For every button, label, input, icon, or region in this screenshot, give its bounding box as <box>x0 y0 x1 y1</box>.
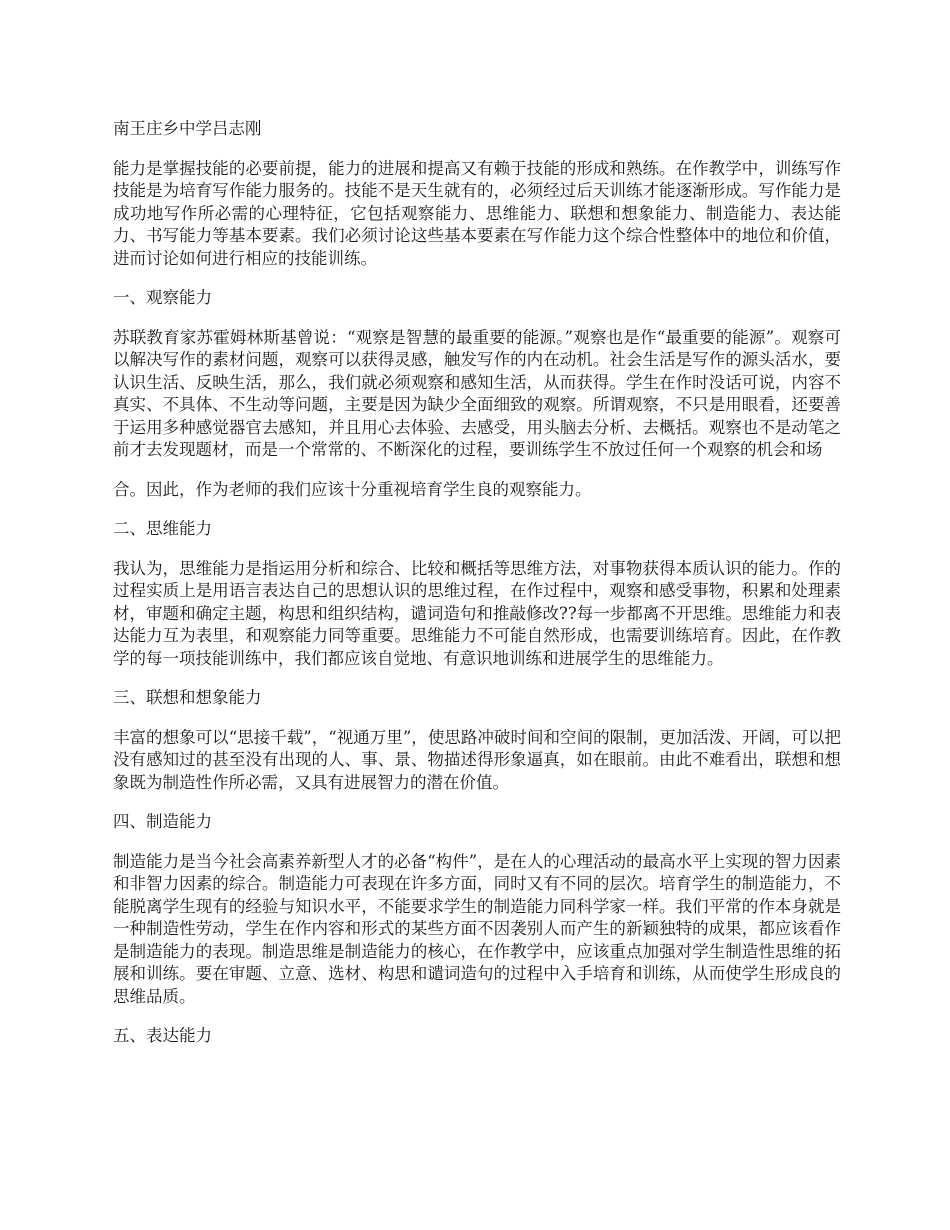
imagination-paragraph: 丰富的想象可以“思接千载”，“视通万里”，使思路冲破时间和空间的限制，更加活泼、开阔，可以把没有感知过的甚至没有出现的人、事、景、物描述得形象逼真，如在眼前。由此不难看出，联想和想象既为制造性作所必需，又具有进展智力的潜在价值。 <box>113 727 841 792</box>
section-heading-thinking: 二、思维能力 <box>113 519 212 538</box>
section-heading-expression: 五、表达能力 <box>113 1026 212 1045</box>
author-line: 南王庄乡中学吕志刚 <box>113 119 262 138</box>
observation-paragraph-2: 合。因此，作为老师的我们应该十分重视培育学生良的观察能力。 <box>113 479 592 499</box>
section-heading-observation: 一、观察能力 <box>113 288 212 307</box>
observation-paragraph-1: 苏联教育家苏霍姆林斯基曾说：“观察是智慧的最重要的能源。”观察也是作“最重要的能源”。观察可以解决写作的素材问题，观察可以获得灵感，触发写作的内在动机。社会生活是写作的源头活水，要认识生活、反映生活，那么，我们就必须观察和感知生活，从而获得。学生在作时没话可说，内容不真实、不具体、不生动等问题，主要是因为缺少全面细致的观察。所谓观察，不只是用眼看，还要善于运用多种感觉器官去感知，并且用心去体验、去感受，用头脑去分析、去概括。观察也不是动笔之前才去发现题材，而是一个常常的、不断深化的过程，要训练学生不放过任何一个观察的机会和场 <box>113 327 841 459</box>
section-heading-creativity: 四、制造能力 <box>113 812 212 831</box>
creativity-paragraph: 制造能力是当今社会高素养新型人才的必备“构件”，是在人的心理活动的最高水平上实现的智力因素和非智力因素的综合。制造能力可表现在许多方面，同时又有不同的层次。培育学生的制造能力，不能脱离学生现有的经验与知识水平，不能要求学生的制造能力同科学家一样。我们平常的作本身就是一种制造性劳动，学生在作内容和形式的某些方面不因袭别人而产生的新颖独特的成果，都应该看作是制造能力的表现。制造思维是制造能力的核心，在作教学中，应该重点加强对学生制造性思维的拓展和训练。要在审题、立意、选材、构思和谴词造句的过程中入手培育和训练，从而使学生形成良的思维品质。 <box>113 851 841 1006</box>
section-heading-imagination: 三、联想和想象能力 <box>113 688 262 707</box>
document-page <box>113 118 841 1065</box>
thinking-paragraph: 我认为，思维能力是指运用分析和综合、比较和概括等思维方法，对事物获得本质认识的能力。作的过程实质上是用语言表达自己的思想认识的思维过程，在作过程中，观察和感受事物，积累和处理素材，审题和确定主题，构思和组织结构，谴词造句和推敲修改??每一步都离不开思维。思维能力和表达能力互为表里，和观察能力同等重要。思维能力不可能自然形成，也需要训练培育。因此，在作教学的每一项技能训练中，我们都应该自觉地、有意识地训练和进展学生的思维能力。 <box>113 558 841 668</box>
intro-paragraph: 能力是掌握技能的必要前提，能力的进展和提高又有赖于技能的形成和熟练。在作教学中，训练写作技能是为培育写作能力服务的。技能不是天生就有的，必须经过后天训练才能逐渐形成。写作能力是成功地写作所必需的心理特征，它包括观察能力、思维能力、联想和想象能力、制造能力、表达能力、书写能力等基本要素。我们必须讨论这些基本要素在写作能力这个综合性整体中的地位和价值，进而讨论如何进行相应的技能训练。 <box>113 158 841 268</box>
